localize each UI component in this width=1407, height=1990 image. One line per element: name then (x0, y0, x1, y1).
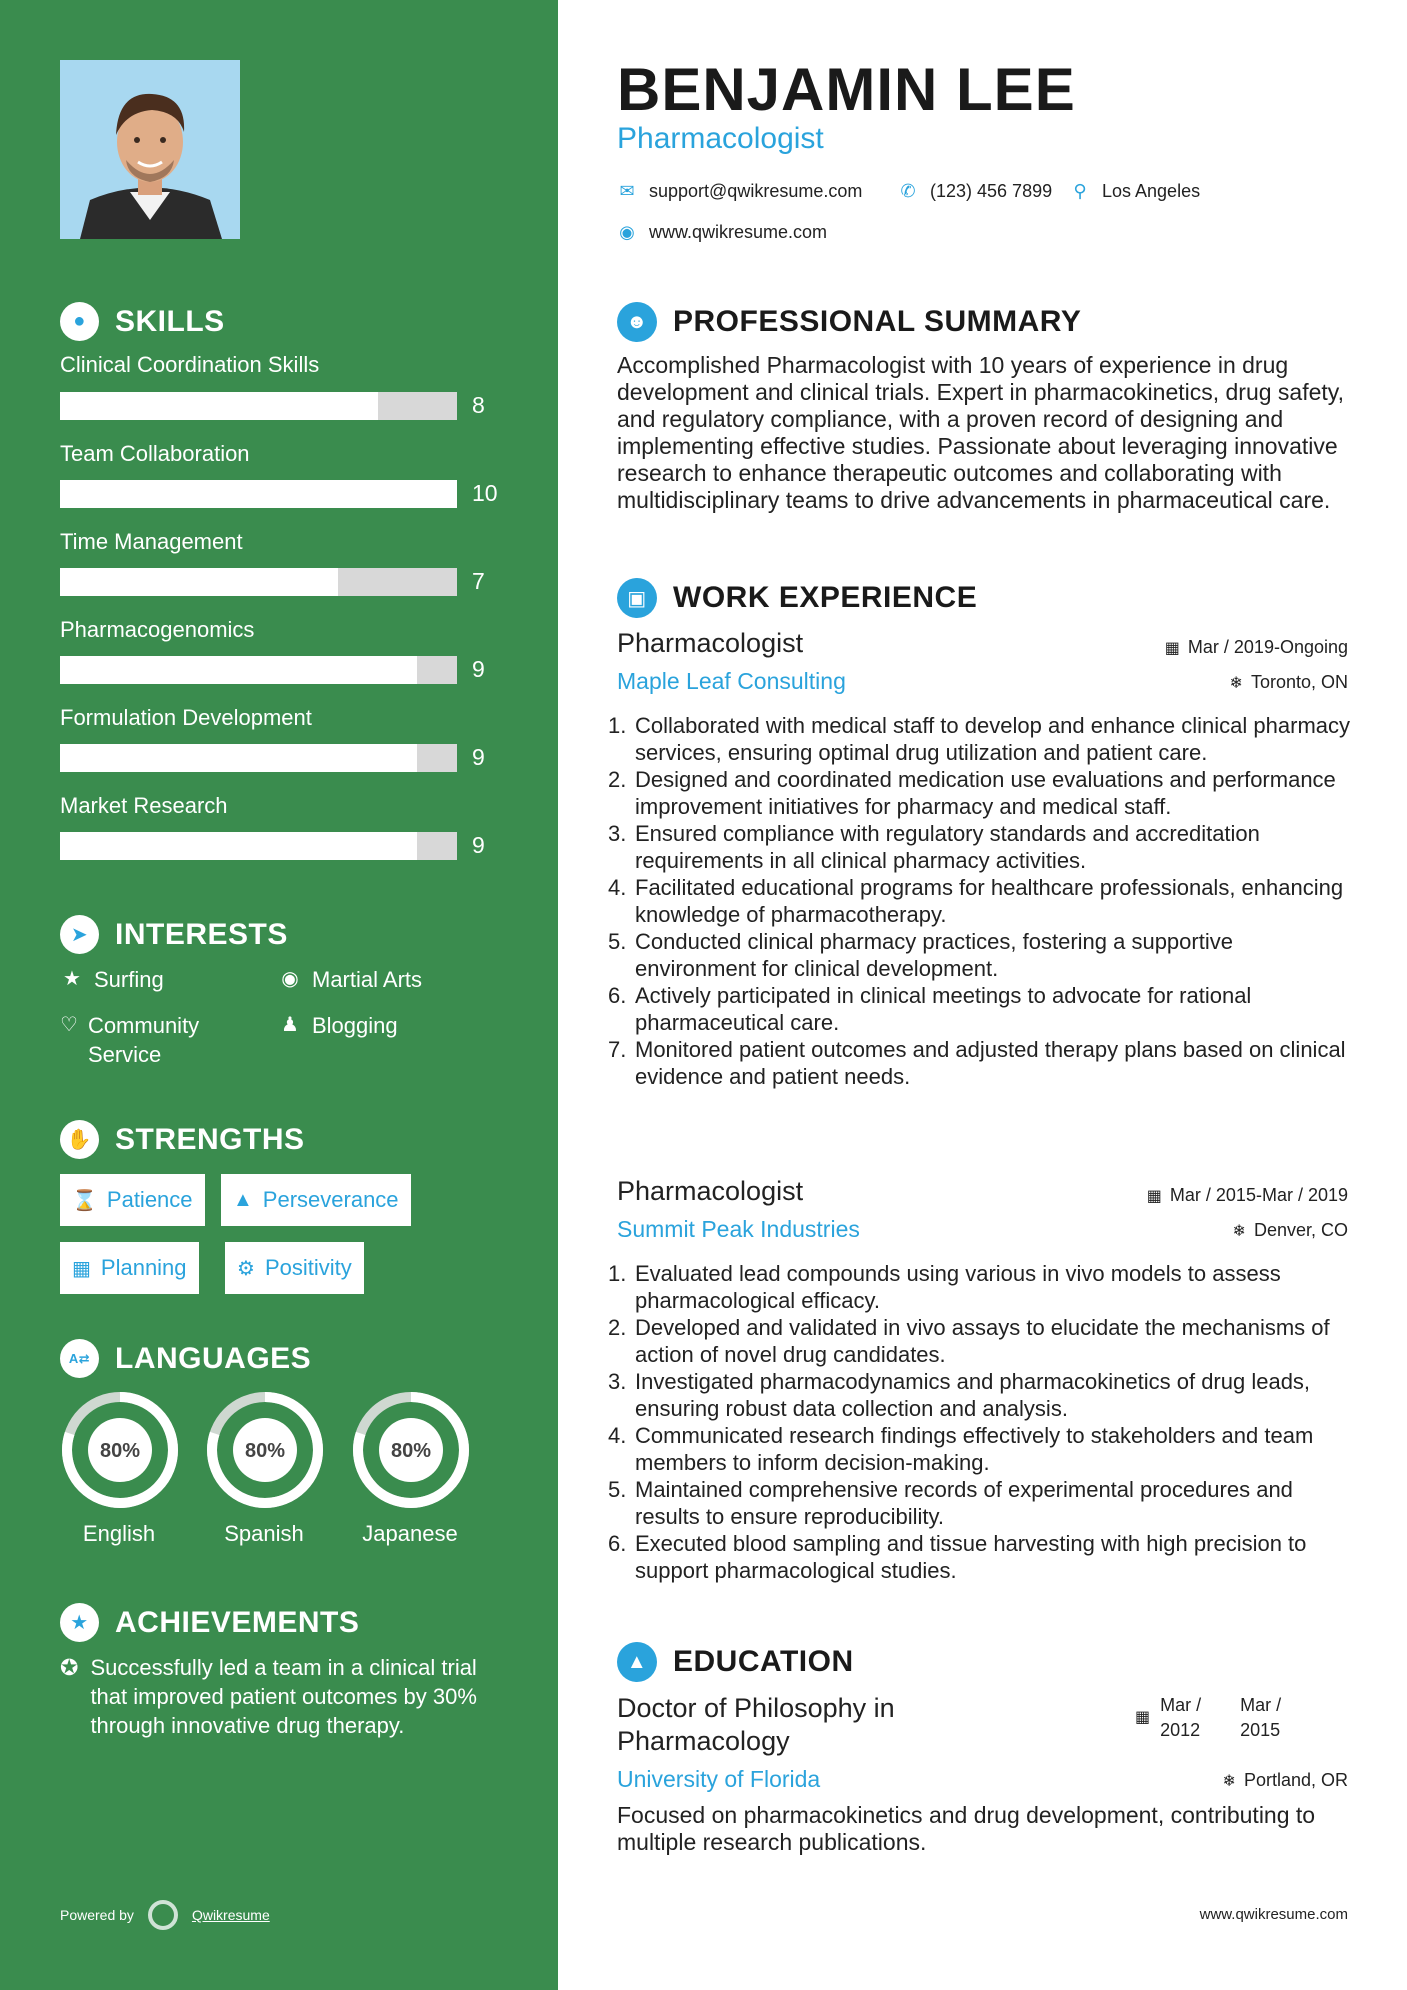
skill-value: 9 (472, 744, 485, 770)
experience-heading: ▣ WORK EXPERIENCE (617, 578, 977, 618)
calendar-icon: ▦ (1135, 1709, 1151, 1726)
fist-icon: ✋ (60, 1120, 99, 1159)
pin-icon: ❄ (1232, 1222, 1246, 1240)
user-icon: ☻ (617, 302, 657, 342)
summary-text: Accomplished Pharmacologist with 10 years of experience in drug development and clinical trials. Expert in pharmacokinetics, drug safety, and regulatory compliance, with a proven record of designing and implementing effective studies. Passionate about leveraging innovative research to enhance therapeutic outcomes and collaborating with multidisciplinary teams to drive advancements in pharmaceutical care. (617, 352, 1344, 513)
language-item (59, 1389, 179, 1547)
skill-bar (60, 744, 457, 772)
skill-bar-fill (60, 392, 378, 420)
job-company: Summit Peak Industries (617, 1216, 860, 1242)
phone-icon: ✆ (900, 181, 916, 201)
achievement-item: ✪ Successfully led a team in a clinical trial that improved patient outcomes by 30% through innovative drug therapy. (60, 1655, 477, 1738)
lightbulb-icon: ● (60, 302, 99, 341)
list-item: Executed blood sampling and tissue harvesting with high precision to support pharmacological studies. (635, 1531, 1307, 1583)
skill-name: Pharmacogenomics (60, 617, 255, 642)
briefcase-icon: ▣ (617, 578, 657, 618)
strength-badge: ⌛ Patience (60, 1174, 205, 1226)
job-location: ❄ Denver, CO (1232, 1220, 1348, 1240)
list-item: Collaborated with medical staff to develop and enhance clinical pharmacy services, ensuring optimal drug utilization and patient care. (635, 713, 1351, 765)
calendar-icon: ▦ (1146, 1187, 1162, 1205)
job-title: Pharmacologist (617, 1176, 804, 1206)
education-school: University of Florida (617, 1766, 821, 1792)
contact-phone: ✆ (123) 456 7899 (898, 181, 1052, 202)
language-gauge (59, 1389, 181, 1511)
globe-icon: ◉ (281, 968, 299, 990)
list-item: Conducted clinical pharmacy practices, fostering a supportive environment for clinical development. (635, 929, 1233, 981)
list-item: Ensured compliance with regulatory standards and accreditation requirements in all clinical pharmacy activities. (635, 821, 1260, 873)
strengths-heading: ✋ STRENGTHS (60, 1120, 305, 1159)
language-item (204, 1389, 324, 1547)
language-name: English (82, 1521, 156, 1546)
language-percent: 80% (390, 1440, 432, 1462)
list-item: Communicated research findings effectively to stakeholders and team members to inform decision-making. (635, 1423, 1314, 1475)
language-item (350, 1389, 470, 1547)
interest-item: ◉ Martial Arts (278, 965, 422, 994)
language-percent: 80% (244, 1440, 286, 1462)
graduation-icon: ▲ (617, 1642, 657, 1682)
job-dates: ▦ Mar / 2015-Mar / 2019 (1146, 1185, 1348, 1205)
list-item: Designed and coordinated medication use evaluations and performance improvement initiatives for pharmacy and medical staff. (635, 767, 1336, 819)
list-item: Actively participated in clinical meetings to advocate for rational pharmaceutical care. (635, 983, 1252, 1035)
interest-item: ★ Surfing (60, 965, 164, 994)
stars-icon: ✪ (60, 1655, 79, 1680)
hourglass-icon: ⌛ (72, 1189, 97, 1212)
education-degree: Doctor of Philosophy in Pharmacology (617, 1693, 895, 1756)
summary-heading: ☻ PROFESSIONAL SUMMARY (617, 302, 1081, 342)
language-name: Japanese (362, 1521, 458, 1546)
job-title: Pharmacologist (617, 628, 804, 658)
gear-icon: ⚙ (237, 1257, 255, 1280)
language-name: Spanish (224, 1521, 304, 1546)
skill-name: Clinical Coordination Skills (60, 352, 320, 377)
interests-heading: ➤ INTERESTS (60, 915, 288, 954)
achievements-heading: ★ ACHIEVEMENTS (60, 1603, 359, 1642)
education-description: Focused on pharmacokinetics and drug development, contributing to multiple research publications. (617, 1802, 1316, 1855)
skill-value: 9 (472, 832, 485, 858)
list-item: Investigated pharmacodynamics and pharmacokinetics of drug leads, ensuring robust data collection and analysis. (635, 1369, 1311, 1421)
language-gauge (204, 1389, 326, 1511)
skill-value: 8 (472, 392, 485, 418)
qwikresume-logo-icon (148, 1900, 178, 1930)
translate-icon: A⇄ (60, 1339, 99, 1378)
powered-by: Powered by Qwikresume (60, 1900, 270, 1930)
education-heading: ▲ EDUCATION (617, 1642, 854, 1682)
skill-bar (60, 832, 457, 860)
job-dates: ▦ Mar / 2019-Ongoing (1164, 637, 1348, 657)
sidebar (0, 0, 558, 1990)
strength-badge: ▦ Planning (60, 1242, 199, 1294)
education-dates: ▦ Mar / 2012 Mar / 2015 (1135, 1693, 1310, 1743)
qwikresume-link[interactable]: Qwikresume (191, 1907, 270, 1923)
skill-value: 10 (472, 480, 498, 506)
pin-icon: ❄ (1222, 1772, 1236, 1790)
skill-bar (60, 392, 457, 420)
languages-heading: A⇄ LANGUAGES (60, 1339, 311, 1378)
contact-email: ✉ support@qwikresume.com (617, 181, 862, 202)
candidate-role: Pharmacologist (617, 122, 824, 155)
interest-item: ♡ Community Service (60, 1013, 200, 1067)
skill-bar-fill (60, 744, 417, 772)
pin-icon: ❄ (1229, 674, 1243, 692)
hand-icon: ♡ (60, 1014, 78, 1036)
education-location: ❄ Portland, OR (1222, 1770, 1348, 1790)
calendar-icon: ▦ (1164, 639, 1180, 657)
skill-bar (60, 568, 457, 596)
skill-name: Market Research (60, 793, 228, 818)
skill-value: 7 (472, 568, 485, 594)
envelope-icon: ✉ (619, 181, 635, 201)
interest-item: ♟ Blogging (278, 1011, 398, 1040)
list-item: Developed and validated in vivo assays to elucidate the mechanisms of action of novel drug candidates. (635, 1315, 1330, 1367)
skill-bar-fill (60, 480, 457, 508)
calendar-icon: ▦ (72, 1257, 91, 1280)
job-location: ❄ Toronto, ON (1229, 672, 1348, 692)
language-gauge (350, 1389, 472, 1511)
star-badge-icon: ★ (60, 1603, 99, 1642)
language-percent: 80% (99, 1440, 141, 1462)
contact-location: ⚲ Los Angeles (1070, 181, 1200, 202)
job-duties (635, 712, 1350, 1090)
strength-badge: ⚙ Positivity (225, 1242, 364, 1294)
skill-bar-fill (60, 656, 417, 684)
skill-value: 9 (472, 656, 485, 682)
list-item: Maintained comprehensive records of experimental procedures and results to ensure reproducibility. (635, 1477, 1293, 1529)
skill-bar-fill (60, 832, 417, 860)
skill-bar (60, 480, 457, 508)
skills-heading: ● SKILLS (60, 302, 225, 341)
profile-photo (60, 60, 240, 239)
map-pin-icon: ⚲ (1073, 181, 1087, 201)
star-icon: ★ (63, 968, 81, 990)
contact-website: ◉ www.qwikresume.com (617, 222, 827, 243)
road-icon: ▲ (233, 1188, 253, 1211)
job-company: Maple Leaf Consulting (617, 668, 846, 694)
strength-badge: ▲ Perseverance (221, 1174, 411, 1226)
job-duties (635, 1260, 1350, 1584)
list-item: Monitored patient outcomes and adjusted therapy plans based on clinical evidence and patient needs. (635, 1037, 1346, 1089)
skill-name: Time Management (60, 529, 243, 554)
list-item: Evaluated lead compounds using various in vivo models to assess pharmacological efficacy. (635, 1261, 1281, 1313)
list-item: Facilitated educational programs for healthcare professionals, enhancing knowledge of pharmacotherapy. (635, 875, 1344, 927)
users-icon: ♟ (281, 1014, 299, 1036)
skill-name: Team Collaboration (60, 441, 250, 466)
skill-name: Formulation Development (60, 705, 312, 730)
paper-plane-icon: ➤ (60, 915, 99, 954)
skill-bar (60, 656, 457, 684)
candidate-name: BENJAMIN LEE (617, 56, 1076, 123)
skill-bar-fill (60, 568, 338, 596)
footer-url[interactable]: www.qwikresume.com (1199, 1906, 1348, 1923)
globe-icon: ◉ (619, 222, 635, 242)
